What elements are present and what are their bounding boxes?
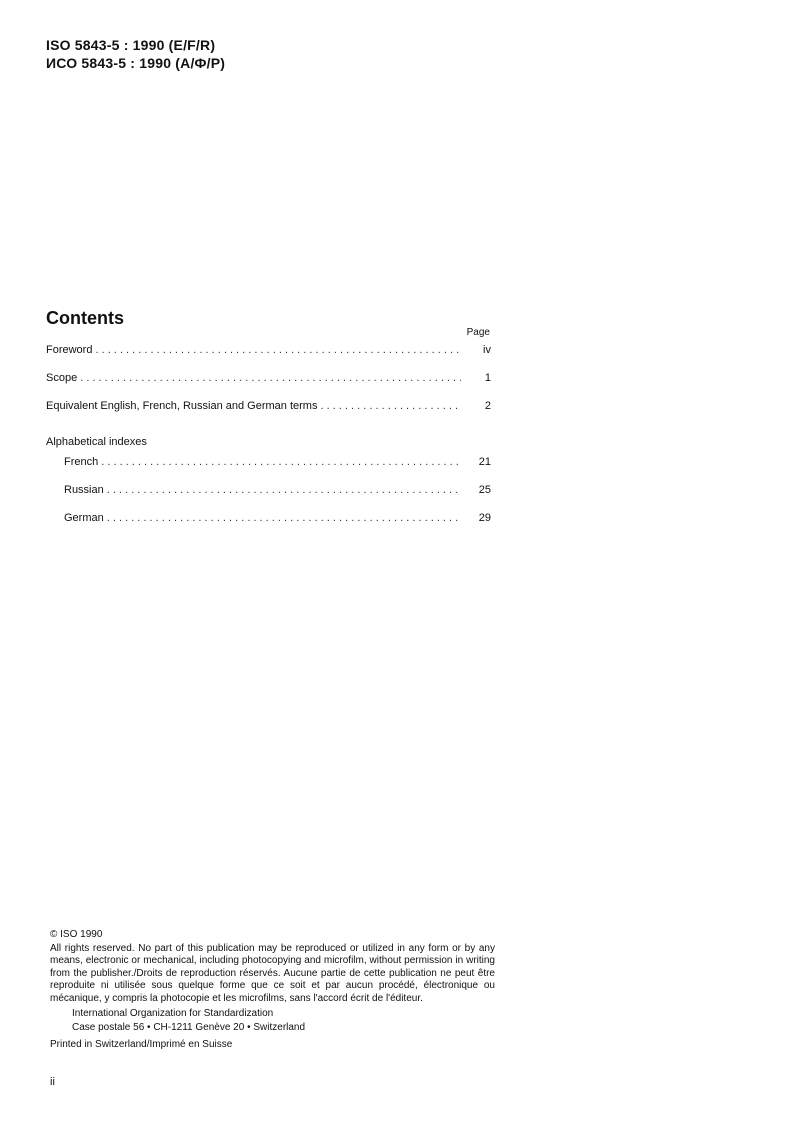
header-russian-reference: ИСО 5843-5 : 1990 (А/Ф/Р) <box>46 55 226 71</box>
toc-entry-label: Russian <box>64 484 104 496</box>
toc-entry-label: Scope <box>46 372 78 384</box>
dot-leader <box>95 344 461 356</box>
contents-title: Contents <box>46 308 124 328</box>
toc-entry-russian-index[interactable] <box>46 484 491 512</box>
printed-in-note: Printed in Switzerland/Imprimé en Suisse <box>50 1038 233 1050</box>
toc-entry-foreword[interactable] <box>46 344 491 372</box>
toc-entry-page: 21 <box>478 456 491 468</box>
toc-heading-alphabetical-indexes: Alphabetical indexes <box>46 436 147 448</box>
page-column-label: Page <box>466 327 490 338</box>
toc-entry-label: French <box>64 456 99 468</box>
dot-leader <box>107 484 461 496</box>
toc-entry-scope[interactable] <box>46 372 491 400</box>
dot-leader <box>320 400 461 412</box>
publisher-organization: International Organization for Standardization <box>72 1007 274 1019</box>
copyright-line: © ISO 1990 <box>50 929 103 940</box>
toc-entry-page: 1 <box>484 372 491 384</box>
toc-entry-french-index[interactable] <box>46 456 491 484</box>
toc-entry-page: 25 <box>478 484 491 496</box>
toc-entry-label: German <box>64 512 104 524</box>
toc-entry-page: 29 <box>478 512 491 524</box>
toc-entry-german-index[interactable] <box>46 512 491 540</box>
toc-entry-label: Foreword <box>46 344 93 356</box>
dot-leader <box>101 456 461 468</box>
rights-reserved-text: All rights reserved. No part of this publication may be reproduced or utilized in any form or by any means, electronic or mechanical, including photocopying and microfilm, without permission in writing from the publisher./Droits de reproduction réservés. Aucune partie de cette publication ne peut être reproduite ni utilisée sous quelque forme que ce soit et par aucun procédé, électronique ou mécanique, y compris la photocopie et les microfilms, sans l'accord écrit de l'éditeur. <box>50 942 495 1004</box>
dot-leader <box>80 372 461 384</box>
header-iso-reference: ISO 5843-5 : 1990 (E/F/R) <box>46 37 216 53</box>
copyright-notice <box>50 929 495 1051</box>
page-number: ii <box>50 1076 55 1088</box>
toc-entry-page: iv <box>483 344 491 356</box>
table-of-contents <box>46 344 491 540</box>
toc-entry-page: 2 <box>484 400 491 412</box>
toc-entry-label: Equivalent English, French, Russian and German terms <box>46 400 318 412</box>
toc-entry-equivalent-terms[interactable] <box>46 400 491 428</box>
dot-leader <box>107 512 461 524</box>
publisher-address: Case postale 56 • CH-1211 Genève 20 • Switzerland <box>72 1022 306 1034</box>
document-header <box>46 36 225 72</box>
